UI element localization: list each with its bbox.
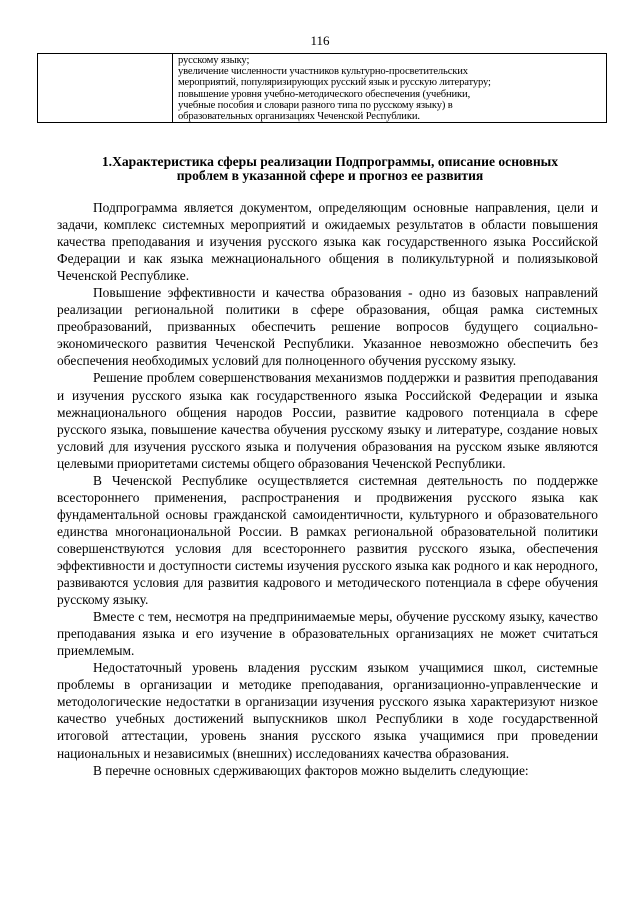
paragraph-6: Недостаточный уровень владения русским языком учащимися школ, системные проблемы в организации и методике преподавания, организационно-управленческие и методологические недостатки в организации изучения русского языка характеризуют низкое качество учебных достижений выпускников школ Республики в ходе государственной итоговой аттестации, уровень знания русского языка учащимися при проведении национальных и независимых (внешних) исследованиях качества образования. <box>57 660 598 761</box>
table-row <box>38 54 607 123</box>
paragraph-7: В перечне основных сдерживающих факторов можно выделить следующие: <box>93 762 529 778</box>
table-cell-line: образовательных организациях Чеченской Республики. <box>178 111 420 123</box>
paragraph-3: Решение проблем совершенствования механизмов поддержки и развития преподавания и изучения русского языка как государственного языка Российской Федерации и языка межнационального общения народов России, развитие кадрового потенциала в сфере русского языка, повышение качества обучения русскому языку и литературе, создание новых условий для изучения русского языка и получения образования на русском языке являются целевыми приоритетами системы общего образования Чеченской Республики. <box>57 370 598 471</box>
section-heading <box>50 155 610 183</box>
table-cell-line: повышение уровня учебно-методического обеспечения (учебники, <box>178 88 471 100</box>
body-text <box>57 199 598 779</box>
paragraph-2: Повышение эффективности и качества образования - одно из базовых направлений реализации региональной политики в сфере образования, общая рамка системных преобразований, призванных обеспечить решение вопросов будущего социально-экономического развития Чеченской Республики. Указанное невозможно обеспечить без обеспечения необходимых условий для полноценного обучения русскому языку. <box>57 285 598 369</box>
paragraph-5: Вместе с тем, несмотря на предпринимаемые меры, обучение русскому языку, качество преподавания языка и его изучение в образовательных организациях не может считаться приемлемым. <box>57 609 598 659</box>
paragraph-4: В Чеченской Республике осуществляется системная деятельность по поддержке всестороннего применения, распространения и продвижения русского языка как фундаментальной основы гражданской самоидентичности, культурного и образовательного единства многонациональной России. В рамках региональной образовательной политики совершенствуются условия для всестороннего развития русского языка, обеспечения эффективности и доступности системы изучения русского языка как родного и как неродного, развиваются условия для развития кадрового и методического потенциала в сфере обучения русскому языку. <box>57 472 598 608</box>
table-cell-line: учебные пособия и словари разного типа по русскому языку) в <box>178 99 453 111</box>
table-cell-line: русскому языку; <box>178 55 250 66</box>
paragraph-1: Подпрограмма является документом, определяющим основные направления, цели и задачи, комплекс системных мероприятий и ожидаемых результатов в области повышения качества преподавания и изучения русского языка как государственного языка Российской Федерации и как языка межнационального общения в поликультурной и полиязыковой Чеченской Республике. <box>57 200 598 284</box>
section-heading-line-2: проблем в указанной сфере и прогноз ее развития <box>176 168 484 183</box>
page-number: 116 <box>310 33 330 48</box>
table-cell-line: увеличение численности участников культурно-просветительских <box>178 66 468 78</box>
table-cell-line: мероприятий, популяризирующих русский язык и русскую литературу; <box>178 77 491 89</box>
indicators-table <box>37 53 607 123</box>
section-heading-line-1: 1.Характеристика сферы реализации Подпрограммы, описание основных <box>101 154 559 169</box>
table-cell-indicators <box>173 54 607 123</box>
table-cell-empty <box>38 54 173 123</box>
